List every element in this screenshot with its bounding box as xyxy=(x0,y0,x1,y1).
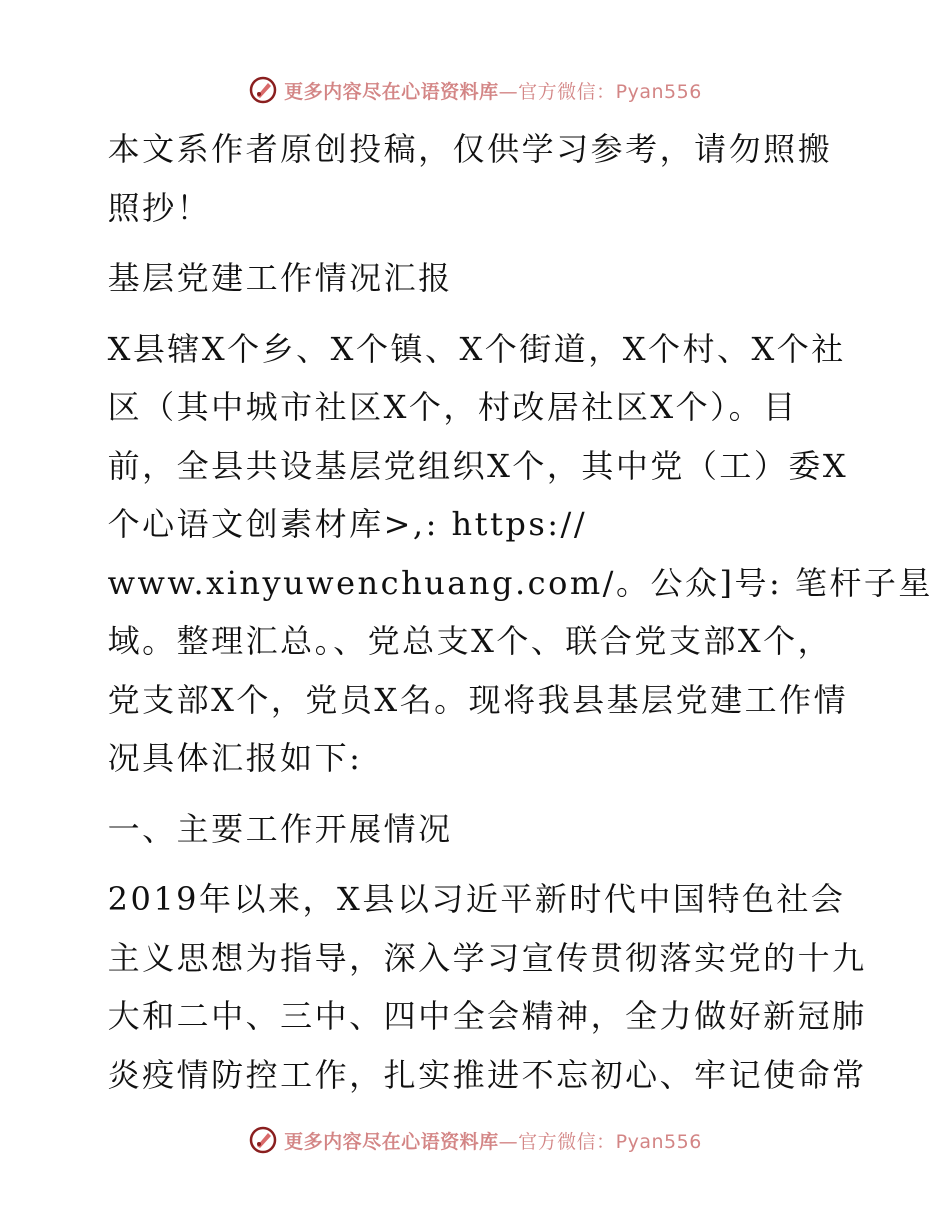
text-line: 个心语文创素材库>,: https:// xyxy=(107,505,588,543)
text-line: 一、主要工作开展情况 xyxy=(107,809,453,848)
footer-watermark-banner xyxy=(0,1120,950,1160)
text-line: 照抄！ xyxy=(107,188,212,227)
section-paragraph xyxy=(98,870,867,1104)
document-body xyxy=(98,120,933,1116)
watermark-sub: —官方微信：Pyan556 xyxy=(498,80,702,103)
header-watermark-banner xyxy=(0,70,950,110)
text-line: 炎疫情防控工作，扎实推进不忘初心、牢记使命常 xyxy=(107,1055,867,1094)
text-line: 区（其中城市社区X个，村改居社区X个）。目 xyxy=(107,388,798,426)
watermark-main: 更多内容尽在心语资料库 xyxy=(284,1130,499,1153)
text-line: 基层党建工作情况汇报 xyxy=(107,259,453,297)
disclaimer-paragraph xyxy=(98,120,858,237)
watermark-text xyxy=(284,1127,702,1154)
text-line: 况具体汇报如下: xyxy=(107,739,363,777)
text-line: 域。整理汇总。、党总支X个、联合党支部X个， xyxy=(107,622,833,660)
pen-nib-circle-icon xyxy=(248,1125,278,1155)
text-line: 前，全县共设基层党组织X个，其中党（工）委X xyxy=(107,446,849,485)
text-line: 本文系作者原创投稿，仅供学习参考，请勿照搬 xyxy=(107,130,833,168)
text-line: 大和二中、三中、四中全会精神，全力做好新冠肺 xyxy=(107,997,867,1035)
text-line: www.xinyuwenchuang.com/。公众]号: 笔杆子星 xyxy=(107,563,933,602)
watermark-sub: —官方微信：Pyan556 xyxy=(498,1130,702,1153)
watermark-text xyxy=(284,77,702,104)
text-line: 主义思想为指导，深入学习宣传贯彻落实党的十九 xyxy=(107,938,867,977)
section-heading xyxy=(98,800,858,859)
text-line: 2019年以来，X县以习近平新时代中国特色社会 xyxy=(107,880,846,918)
document-title xyxy=(98,249,858,308)
text-line: X县辖X个乡、X个镇、X个街道，X个村、X个社 xyxy=(107,329,846,368)
intro-paragraph xyxy=(98,320,933,788)
watermark-main: 更多内容尽在心语资料库 xyxy=(284,80,499,103)
text-line: 党支部X个，党员X名。现将我县基层党建工作情 xyxy=(107,680,849,719)
pen-nib-circle-icon xyxy=(248,75,278,105)
